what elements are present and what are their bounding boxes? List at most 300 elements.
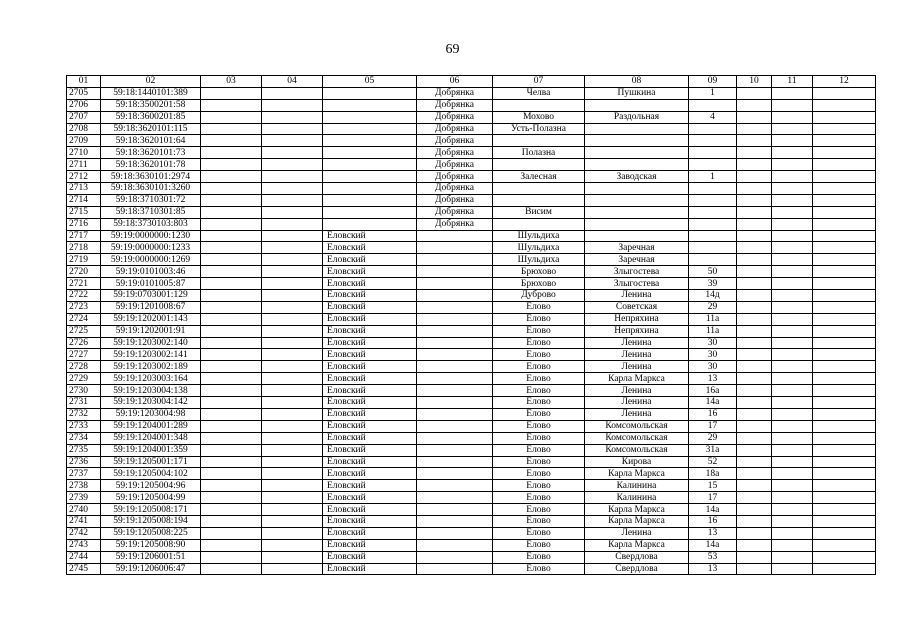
table-cell: 59:19:1206001:51 [101, 551, 201, 563]
table-cell: Карла Маркса [585, 468, 689, 480]
table-row [67, 278, 876, 290]
table-cell [201, 432, 262, 444]
table-cell [201, 135, 262, 147]
table-cell: 30 [689, 361, 737, 373]
table-cell: Еловский [323, 313, 417, 325]
table-cell [737, 147, 772, 159]
table-cell [323, 147, 417, 159]
table-cell [772, 480, 813, 492]
table-cell: 17 [689, 492, 737, 504]
table-cell [262, 408, 323, 420]
table-cell [262, 456, 323, 468]
table-cell [201, 313, 262, 325]
table-cell [417, 230, 493, 242]
table-cell [417, 539, 493, 551]
table-cell: Еловский [323, 278, 417, 290]
table-cell [813, 468, 876, 480]
table-cell: 59:18:3710301:72 [101, 194, 201, 206]
table-cell [813, 159, 876, 171]
table-cell [813, 515, 876, 527]
table-row [67, 325, 876, 337]
table-cell: 2740 [67, 504, 101, 516]
table-cell [737, 492, 772, 504]
table-row [67, 301, 876, 313]
table-cell: Еловский [323, 492, 417, 504]
table-cell: 2732 [67, 408, 101, 420]
table-cell [585, 230, 689, 242]
column-header: 12 [813, 76, 876, 88]
column-header: 08 [585, 76, 689, 88]
table-cell [813, 432, 876, 444]
table-cell [772, 206, 813, 218]
table-cell [813, 527, 876, 539]
table-row [67, 432, 876, 444]
table-row [67, 337, 876, 349]
table-row [67, 456, 876, 468]
table-cell: 59:19:1203002:140 [101, 337, 201, 349]
table-cell [813, 397, 876, 409]
table-cell [201, 361, 262, 373]
table-cell: 16 [689, 408, 737, 420]
table-cell [813, 420, 876, 432]
table-cell [772, 171, 813, 183]
table-cell [772, 337, 813, 349]
table-cell [417, 290, 493, 302]
table-cell [737, 337, 772, 349]
table-cell [201, 563, 262, 575]
table-cell: 59:19:1204001:348 [101, 432, 201, 444]
table-cell: 1 [689, 171, 737, 183]
table-cell [201, 123, 262, 135]
table-cell [201, 349, 262, 361]
table-cell: Залесная [493, 171, 585, 183]
table-cell [201, 551, 262, 563]
page-number: 69 [445, 42, 460, 57]
table-cell [262, 194, 323, 206]
table-row [67, 135, 876, 147]
table-cell [201, 408, 262, 420]
table-cell: Ленина [585, 408, 689, 420]
table-cell [262, 290, 323, 302]
table-cell: Ленина [585, 397, 689, 409]
column-header: 07 [493, 76, 585, 88]
table-cell [323, 194, 417, 206]
table-cell: 2710 [67, 147, 101, 159]
table-cell: 4 [689, 111, 737, 123]
table-cell: Свердлова [585, 551, 689, 563]
table-cell: 2713 [67, 183, 101, 195]
table-cell: 13 [689, 373, 737, 385]
table-row [67, 111, 876, 123]
table-cell: Еловский [323, 361, 417, 373]
table-cell: Елово [493, 444, 585, 456]
table-cell: Еловский [323, 290, 417, 302]
table-row [67, 123, 876, 135]
table-cell [737, 385, 772, 397]
table-cell [585, 159, 689, 171]
table-cell [813, 349, 876, 361]
table-cell: Добрянка [417, 111, 493, 123]
header-row [67, 76, 876, 88]
table-cell: Добрянка [417, 147, 493, 159]
column-header: 02 [101, 76, 201, 88]
table-cell [813, 373, 876, 385]
table-cell: 2706 [67, 99, 101, 111]
table-cell [772, 242, 813, 254]
table-cell [737, 397, 772, 409]
table-cell: Еловский [323, 349, 417, 361]
table-cell: 2716 [67, 218, 101, 230]
table-cell: Ленина [585, 337, 689, 349]
table-row [67, 194, 876, 206]
table-cell [772, 290, 813, 302]
table-cell [585, 183, 689, 195]
table-cell [813, 278, 876, 290]
table-cell: Добрянка [417, 171, 493, 183]
table-cell: Карла Маркса [585, 515, 689, 527]
table-cell: 2711 [67, 159, 101, 171]
table-cell [737, 527, 772, 539]
table-cell [201, 147, 262, 159]
table-row [67, 147, 876, 159]
table-cell: Еловский [323, 504, 417, 516]
table-cell: 11а [689, 313, 737, 325]
table-cell [813, 123, 876, 135]
table-cell [201, 194, 262, 206]
table-cell [813, 194, 876, 206]
table-cell [737, 99, 772, 111]
table-cell: 52 [689, 456, 737, 468]
table-cell [737, 278, 772, 290]
table-cell: Непряхина [585, 313, 689, 325]
table-cell: Шульдиха [493, 254, 585, 266]
table-cell [737, 183, 772, 195]
table-cell: 2743 [67, 539, 101, 551]
table-cell [417, 563, 493, 575]
table-cell: 14а [689, 397, 737, 409]
table-cell [737, 123, 772, 135]
table-cell [262, 397, 323, 409]
table-cell [201, 456, 262, 468]
table-cell [417, 456, 493, 468]
table-cell [772, 539, 813, 551]
table-cell: 2718 [67, 242, 101, 254]
table-cell: 59:19:1205008:225 [101, 527, 201, 539]
table-cell [417, 492, 493, 504]
table-cell [262, 278, 323, 290]
table-cell [737, 468, 772, 480]
table-cell [813, 408, 876, 420]
table-cell: Ленина [585, 385, 689, 397]
table-cell: 30 [689, 337, 737, 349]
table-cell: Пушкина [585, 87, 689, 99]
table-cell [737, 254, 772, 266]
table-cell: 59:18:3730103:803 [101, 218, 201, 230]
table-cell [201, 468, 262, 480]
table-cell [417, 361, 493, 373]
table-cell [813, 254, 876, 266]
table-cell: Кирова [585, 456, 689, 468]
table-cell: Ленина [585, 361, 689, 373]
table-row [67, 373, 876, 385]
table-cell: Еловский [323, 444, 417, 456]
table-row [67, 515, 876, 527]
table-cell [417, 397, 493, 409]
table-cell [813, 551, 876, 563]
table-row [67, 242, 876, 254]
table-cell: Елово [493, 527, 585, 539]
table-cell [772, 266, 813, 278]
table-cell [201, 171, 262, 183]
table-cell [772, 123, 813, 135]
table-row [67, 408, 876, 420]
table-cell: Заводская [585, 171, 689, 183]
table-cell: 50 [689, 266, 737, 278]
table-cell: Елово [493, 361, 585, 373]
table-cell: Елово [493, 301, 585, 313]
table-cell [813, 183, 876, 195]
table-cell [689, 242, 737, 254]
table-cell: Комсомольская [585, 420, 689, 432]
table-cell [737, 194, 772, 206]
table-row [67, 468, 876, 480]
table-cell: 59:19:1205004:99 [101, 492, 201, 504]
table-cell [737, 408, 772, 420]
table-cell: 2730 [67, 385, 101, 397]
table-cell [262, 87, 323, 99]
table-cell: Еловский [323, 337, 417, 349]
table-cell [737, 171, 772, 183]
table-cell [417, 325, 493, 337]
table-cell [417, 515, 493, 527]
table-cell: 59:19:1203003:164 [101, 373, 201, 385]
table-cell [772, 301, 813, 313]
table-cell: 13 [689, 563, 737, 575]
table-cell: 59:18:3630101:3260 [101, 183, 201, 195]
table-cell [737, 135, 772, 147]
table-cell: 2733 [67, 420, 101, 432]
column-header: 09 [689, 76, 737, 88]
table-cell [772, 147, 813, 159]
table-cell: 2731 [67, 397, 101, 409]
table-row [67, 99, 876, 111]
table-cell: 18а [689, 468, 737, 480]
table-cell: 2729 [67, 373, 101, 385]
table-cell [813, 361, 876, 373]
table-cell [772, 492, 813, 504]
table-cell [417, 313, 493, 325]
table-cell: 2745 [67, 563, 101, 575]
table-cell [323, 135, 417, 147]
table-cell [813, 266, 876, 278]
table-cell [201, 218, 262, 230]
register-body [67, 76, 876, 575]
table-cell [772, 194, 813, 206]
table-cell: Елово [493, 539, 585, 551]
table-cell: Еловский [323, 527, 417, 539]
table-cell: Еловский [323, 266, 417, 278]
table-cell [262, 230, 323, 242]
table-cell: 2707 [67, 111, 101, 123]
table-cell [493, 194, 585, 206]
table-cell: Злыгостева [585, 266, 689, 278]
column-header: 05 [323, 76, 417, 88]
table-cell [201, 539, 262, 551]
table-cell [689, 230, 737, 242]
table-cell [417, 385, 493, 397]
table-cell [737, 444, 772, 456]
table-row [67, 563, 876, 575]
table-cell [689, 135, 737, 147]
table-cell: Шульдиха [493, 230, 585, 242]
table-cell: Еловский [323, 539, 417, 551]
table-cell: Добрянка [417, 218, 493, 230]
table-cell: Заречная [585, 254, 689, 266]
table-cell: Дуброво [493, 290, 585, 302]
table-cell [262, 111, 323, 123]
table-cell: 59:19:1203002:189 [101, 361, 201, 373]
table-cell [201, 206, 262, 218]
table-cell: 16 [689, 515, 737, 527]
table-cell: Заречная [585, 242, 689, 254]
table-cell [772, 183, 813, 195]
table-cell: Елово [493, 349, 585, 361]
table-cell: Еловский [323, 432, 417, 444]
table-cell [813, 444, 876, 456]
table-cell [737, 313, 772, 325]
table-cell [585, 99, 689, 111]
table-cell: 2727 [67, 349, 101, 361]
table-cell: 59:19:0000000:1233 [101, 242, 201, 254]
table-cell [262, 159, 323, 171]
table-cell: Добрянка [417, 206, 493, 218]
table-cell [772, 254, 813, 266]
table-cell: 14а [689, 504, 737, 516]
table-cell: Свердлова [585, 563, 689, 575]
table-cell: 17 [689, 420, 737, 432]
table-cell [813, 504, 876, 516]
table-row [67, 218, 876, 230]
column-header: 10 [737, 76, 772, 88]
table-cell: 29 [689, 301, 737, 313]
table-cell: Елово [493, 325, 585, 337]
table-cell: 59:18:3620101:64 [101, 135, 201, 147]
table-cell [737, 290, 772, 302]
table-cell: Елово [493, 480, 585, 492]
table-cell [689, 183, 737, 195]
table-cell [772, 361, 813, 373]
table-cell [813, 290, 876, 302]
table-cell: Брюхово [493, 266, 585, 278]
table-row [67, 551, 876, 563]
table-cell [689, 99, 737, 111]
table-cell [772, 385, 813, 397]
table-cell: 59:18:3620101:115 [101, 123, 201, 135]
table-cell [262, 313, 323, 325]
table-cell [689, 254, 737, 266]
table-cell [772, 563, 813, 575]
table-cell [262, 147, 323, 159]
table-cell: Шульдиха [493, 242, 585, 254]
table-cell: 2726 [67, 337, 101, 349]
table-row [67, 349, 876, 361]
table-cell: 59:19:1205008:90 [101, 539, 201, 551]
table-cell [262, 135, 323, 147]
table-cell: Елово [493, 468, 585, 480]
table-cell: 59:19:0000000:1230 [101, 230, 201, 242]
table-cell: 2723 [67, 301, 101, 313]
table-cell [262, 432, 323, 444]
table-cell [737, 373, 772, 385]
table-cell [813, 301, 876, 313]
table-cell [262, 504, 323, 516]
table-cell [417, 504, 493, 516]
table-row [67, 480, 876, 492]
table-cell: 2719 [67, 254, 101, 266]
table-cell [201, 183, 262, 195]
table-cell: 2724 [67, 313, 101, 325]
table-cell [689, 147, 737, 159]
table-cell [262, 480, 323, 492]
table-cell: Ленина [585, 290, 689, 302]
table-cell [813, 99, 876, 111]
table-cell [262, 361, 323, 373]
table-cell [417, 408, 493, 420]
table-cell: Добрянка [417, 135, 493, 147]
table-cell [201, 385, 262, 397]
table-cell [262, 266, 323, 278]
table-cell [813, 563, 876, 575]
table-cell: Калинина [585, 492, 689, 504]
table-cell [201, 159, 262, 171]
table-cell: 31а [689, 444, 737, 456]
table-cell: Полазна [493, 147, 585, 159]
table-cell [262, 171, 323, 183]
table-cell [201, 230, 262, 242]
table-cell [323, 99, 417, 111]
table-cell: 59:19:0101003:46 [101, 266, 201, 278]
table-cell [417, 266, 493, 278]
table-cell: 59:18:3620101:73 [101, 147, 201, 159]
table-row [67, 444, 876, 456]
table-cell [201, 515, 262, 527]
table-cell [262, 385, 323, 397]
table-cell [417, 480, 493, 492]
table-cell: 59:19:1205008:194 [101, 515, 201, 527]
table-cell: Карла Маркса [585, 373, 689, 385]
column-header: 06 [417, 76, 493, 88]
table-cell [201, 504, 262, 516]
table-cell: 2721 [67, 278, 101, 290]
table-cell: 15 [689, 480, 737, 492]
table-cell: 59:19:1205004:96 [101, 480, 201, 492]
table-row [67, 171, 876, 183]
table-cell: Еловский [323, 515, 417, 527]
table-row [67, 385, 876, 397]
register-table [66, 75, 876, 575]
table-cell [262, 301, 323, 313]
table-cell [737, 504, 772, 516]
table-cell [772, 527, 813, 539]
table-cell [772, 551, 813, 563]
table-cell: 59:19:1202001:143 [101, 313, 201, 325]
table-cell [772, 468, 813, 480]
table-cell [417, 468, 493, 480]
table-cell [417, 301, 493, 313]
table-cell [323, 171, 417, 183]
table-cell [201, 325, 262, 337]
table-cell: 59:19:0101005:87 [101, 278, 201, 290]
